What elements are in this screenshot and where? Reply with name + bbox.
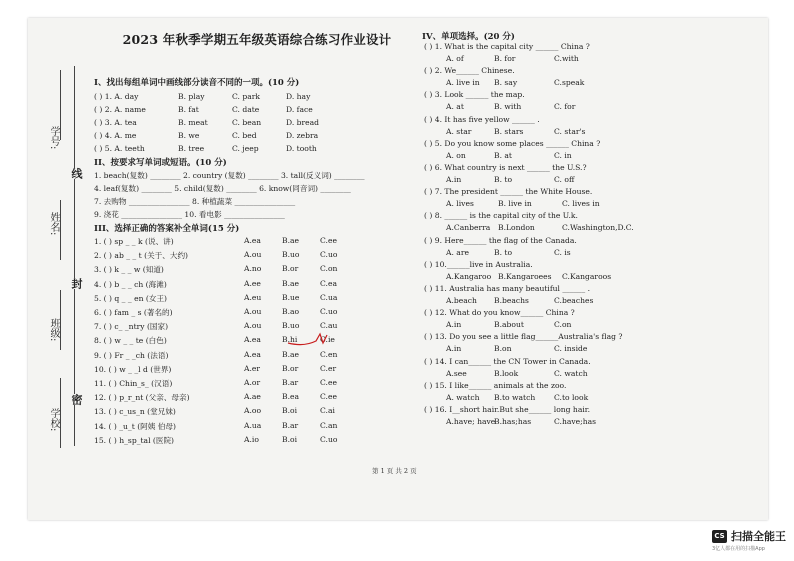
part4-option: C.Washington,D.C.	[562, 223, 634, 233]
part3-question: 2. ( ) ab _ _ t (关于、大约)	[94, 251, 188, 261]
part3-option-a: A.io	[244, 434, 259, 444]
part4-question: ( ) 1. What is the capital city ______ China ?	[424, 42, 590, 51]
part3-option-a: A.ea	[244, 236, 261, 245]
part3-option-a: A.er	[244, 363, 261, 373]
part3-option-b: B.ae	[282, 349, 300, 359]
part3-option-b: B.oi	[282, 434, 297, 444]
part4-option: C.with	[554, 54, 579, 63]
part3-question: 3. ( ) k _ _ w (知道)	[94, 265, 164, 275]
part3-option-b: B.ue	[282, 292, 300, 302]
part3-option-c: C.au	[320, 321, 338, 331]
part4-option: C.beaches	[554, 296, 594, 305]
part3-question: 11. ( ) Chin_s_ (汉语)	[94, 379, 173, 388]
part4-option: C. star's	[554, 126, 586, 136]
part4-question: ( ) 6. What country is next ______ the U.S.?	[424, 163, 587, 172]
part4-option: C. in	[554, 150, 572, 160]
part3-question: 5. ( ) q _ _ en (女王)	[94, 293, 168, 303]
part3-option-c: C.ee	[320, 236, 337, 245]
part4-option: C. watch	[554, 368, 588, 378]
part4-option: B. for	[494, 54, 516, 63]
part4-option: C.have;has	[554, 417, 597, 426]
part3-option-c: C.ie	[320, 335, 335, 345]
part1-option-b: B. meat	[178, 118, 208, 127]
part1-option-d: D. face	[286, 105, 313, 114]
part2-line: 7. 去购物 ________________ 8. 种植蔬菜 ________________	[94, 197, 296, 206]
part3-question: 4. ( ) b _ _ ch (海滩)	[94, 279, 167, 289]
part1-option-c: C. date	[232, 105, 260, 114]
part4-option: C. for	[554, 102, 576, 112]
part3-option-b: B.ar	[282, 420, 299, 430]
part4-question: ( ) 15. I like______ animals at the zoo.	[424, 380, 567, 390]
part4-option: B.Kangaroees	[498, 271, 552, 281]
part3-option-a: A.no	[244, 264, 262, 274]
part3-option-b: B.ar	[282, 378, 299, 387]
part3-option-c: C.ea	[320, 278, 337, 288]
part1-question: ( ) 5. A. teeth	[94, 144, 145, 153]
part2-line: 9. 浇花 ________________ 10. 看电影 ________________	[94, 210, 285, 219]
part4-option: A.see	[446, 368, 467, 378]
part3-option-c: C.an	[320, 420, 338, 430]
part3-option-b: B.or	[282, 363, 299, 373]
part4-option: A. live in	[446, 78, 480, 88]
brand-tagline: 3亿人都在用的扫描App	[712, 546, 765, 552]
part4-option: A.in	[446, 320, 462, 330]
part1-option-c: C. bean	[232, 118, 262, 127]
part4-option: B.to watch	[494, 392, 536, 402]
part4-option: B. say	[494, 78, 518, 88]
part3-option-c: C.ee	[320, 378, 337, 387]
part4-question: ( ) 16. I__short hair.But she______ long hair.	[424, 405, 590, 414]
school-label: 学校:	[48, 408, 59, 432]
part4-question: ( ) 11. Australia has many beautiful ______ .	[424, 284, 590, 293]
part1-heading: I、找出每组单词中画线部分读音不同的一项。(10 分)	[94, 78, 300, 88]
part4-option: B.about	[494, 320, 524, 330]
part4-option: C. off	[554, 175, 575, 184]
part3-question: 6. ( ) fam _ s (著名的)	[94, 308, 173, 317]
part4-question: ( ) 2. We______ Chinese.	[424, 66, 515, 76]
part3-option-c: C.er	[320, 363, 337, 373]
part3-option-c: C.ee	[320, 392, 337, 402]
part1-option-d: D. tooth	[286, 144, 317, 153]
part1-option-d: D. zebra	[286, 131, 319, 140]
seal-feng: 封	[70, 278, 83, 289]
part4-option: A.in	[446, 344, 462, 354]
part1-option-b: B. play	[178, 92, 205, 101]
name-label: 姓名:	[48, 212, 59, 236]
camscanner-logo-icon: CS	[712, 530, 727, 543]
part3-option-b: B.ae	[282, 236, 300, 245]
part4-option: C.to look	[554, 392, 589, 402]
red-pen-mark	[286, 332, 334, 346]
part1-option-b: B. we	[178, 131, 200, 140]
part4-option: C. is	[554, 247, 571, 257]
part4-option: B.London	[498, 223, 535, 233]
part1-question: ( ) 2. A. name	[94, 105, 146, 114]
part3-option-b: B.hi	[282, 335, 298, 345]
part3-option-b: B.ea	[282, 392, 300, 402]
part4-option: A. of	[446, 54, 464, 63]
part4-question: ( ) 5. Do you know some places ______ China ?	[424, 138, 601, 148]
part4-question: ( ) 10.______live in Australia.	[424, 259, 533, 269]
part3-option-a: A.ea	[244, 349, 261, 359]
part4-option: B. live in	[498, 199, 532, 209]
part3-question: 13. ( ) c_us_n (堂兄妹)	[94, 407, 176, 417]
part1-option-d: D. hay	[286, 92, 311, 101]
part3-question: 12. ( ) p_r_nt (父亲、母亲)	[94, 393, 190, 403]
part4-question: ( ) 13. Do you see a little flag______Australia's flag ?	[424, 332, 623, 342]
part1-question: ( ) 3. A. tea	[94, 118, 137, 127]
part3-question: 10. ( ) w _ _l d (世界)	[94, 364, 172, 374]
brand-watermark	[712, 528, 786, 544]
part3-option-a: A.ou	[244, 307, 262, 316]
page-footer: 第 1 页 共 2 页	[372, 467, 417, 475]
part3-option-b: B.uo	[282, 321, 300, 331]
part1-option-d: D. bread	[286, 118, 320, 127]
part4-option: A.Canberra	[446, 223, 491, 233]
part3-option-c: C.ai	[320, 406, 335, 416]
part4-option: A. at	[446, 102, 464, 112]
part4-option: C. lives in	[562, 199, 600, 209]
part3-option-c: C.uo	[320, 307, 338, 316]
part3-option-b: B.uo	[282, 250, 300, 260]
part3-option-c: C.uo	[320, 434, 338, 444]
part4-option: A. on	[446, 150, 466, 160]
part4-option: A. watch	[446, 392, 480, 402]
seal-mi: 密	[70, 394, 83, 405]
part3-question: 9. ( ) Fr _ _ch (法语)	[94, 350, 169, 360]
part4-option: B.has;has	[494, 417, 532, 426]
part3-option-b: B.or	[282, 264, 299, 274]
part3-option-c: C.on	[320, 264, 338, 274]
part1-option-c: C. bed	[232, 131, 257, 140]
part3-option-a: A.eu	[244, 292, 262, 302]
part4-question: ( ) 9. Here______ the flag of the Canada.	[424, 235, 577, 245]
part4-question: ( ) 14. I can______ the CN Tower in Canada.	[424, 356, 591, 366]
part3-question: 1. ( ) sp _ _ k (说、讲)	[94, 237, 174, 246]
part4-question: ( ) 3. Look ______ the map.	[424, 90, 525, 100]
part3-option-a: A.ea	[244, 335, 261, 345]
part3-option-a: A.ua	[244, 420, 262, 430]
part4-option: B. with	[494, 102, 522, 112]
part3-option-a: A.ou	[244, 250, 262, 260]
student-id-label: 学号:	[48, 126, 59, 150]
part4-option: B. at	[494, 150, 512, 160]
part4-heading: IV、单项选择。(20 分)	[422, 32, 515, 42]
part3-option-a: A.ou	[244, 321, 262, 331]
part4-option: C.Kangaroos	[562, 271, 612, 281]
part2-line: 1. beach(复数) ________ 2. country (复数) ________ 3. tall(反义词) ________	[94, 171, 365, 180]
part1-option-c: C. park	[232, 92, 260, 101]
part3-option-a: A.ee	[244, 278, 261, 288]
part3-option-b: B.oi	[282, 406, 297, 416]
part4-option: C. inside	[554, 344, 588, 354]
part3-option-b: B.ao	[282, 307, 300, 316]
part2-line: 4. leaf(复数) ________ 5. child(复数) ________ 6. know(同音词) ________	[94, 184, 351, 193]
part3-option-a: A.oo	[244, 406, 262, 416]
part3-question: 8. ( ) w _ _ te (白色)	[94, 336, 167, 346]
part4-question: ( ) 12. What do you know______ China ?	[424, 308, 575, 318]
part4-option: C.on	[554, 320, 572, 330]
part4-option: C.speak	[554, 78, 585, 88]
part4-option: A.beach	[446, 296, 477, 305]
part3-heading: III、选择正确的答案补全单词(15 分)	[94, 224, 240, 234]
part1-option-b: B. tree	[178, 144, 205, 153]
part1-option-c: C. jeep	[232, 144, 259, 153]
margin-line	[74, 66, 75, 446]
part3-option-a: A.ae	[244, 392, 261, 402]
part3-question: 7. ( ) c_ _ntry (国家)	[94, 322, 169, 332]
part3-question: 15. ( ) h_sp_tal (医院)	[94, 435, 175, 445]
page-title: 2023 年秋季学期五年级英语综合练习作业设计	[122, 32, 392, 47]
part3-option-c: C.uo	[320, 250, 338, 260]
part4-option: A. lives	[446, 199, 474, 209]
part1-option-b: B. fat	[178, 105, 199, 114]
part4-option: B. to	[494, 175, 513, 184]
class-label: 班级:	[48, 318, 59, 342]
part3-option-b: B.ae	[282, 278, 300, 288]
part3-option-c: C.en	[320, 349, 338, 359]
part4-option: B.look	[494, 368, 519, 378]
part3-option-c: C.ua	[320, 292, 338, 302]
part4-question: ( ) 8. ______ is the capital city of the U.k.	[424, 211, 578, 221]
part1-question: ( ) 1. A. day	[94, 92, 139, 101]
part3-option-a: A.or	[244, 378, 261, 387]
seal-xian: 线	[70, 168, 83, 179]
part4-option: A. are	[446, 247, 469, 257]
part4-option: B.on	[494, 344, 512, 354]
part3-question: 14. ( ) _u_t (阿姨 伯母)	[94, 421, 176, 431]
part2-heading: II、按要求写单词或短语。(10 分)	[94, 158, 227, 168]
part4-question: ( ) 4. It has five yellow ______ .	[424, 114, 540, 124]
brand-name: 扫描全能王	[731, 530, 786, 543]
part4-option: A.in	[446, 175, 462, 184]
part4-option: B. to	[494, 247, 513, 257]
part4-option: A. star	[446, 126, 472, 136]
part1-question: ( ) 4. A. me	[94, 131, 137, 140]
part4-question: ( ) 7. The president ______ the White House.	[424, 187, 593, 197]
part4-option: A.Kangaroo	[446, 271, 492, 281]
part4-option: A.have; have	[446, 417, 496, 426]
part4-option: B. stars	[494, 126, 524, 136]
part4-option: B.beachs	[494, 296, 529, 305]
